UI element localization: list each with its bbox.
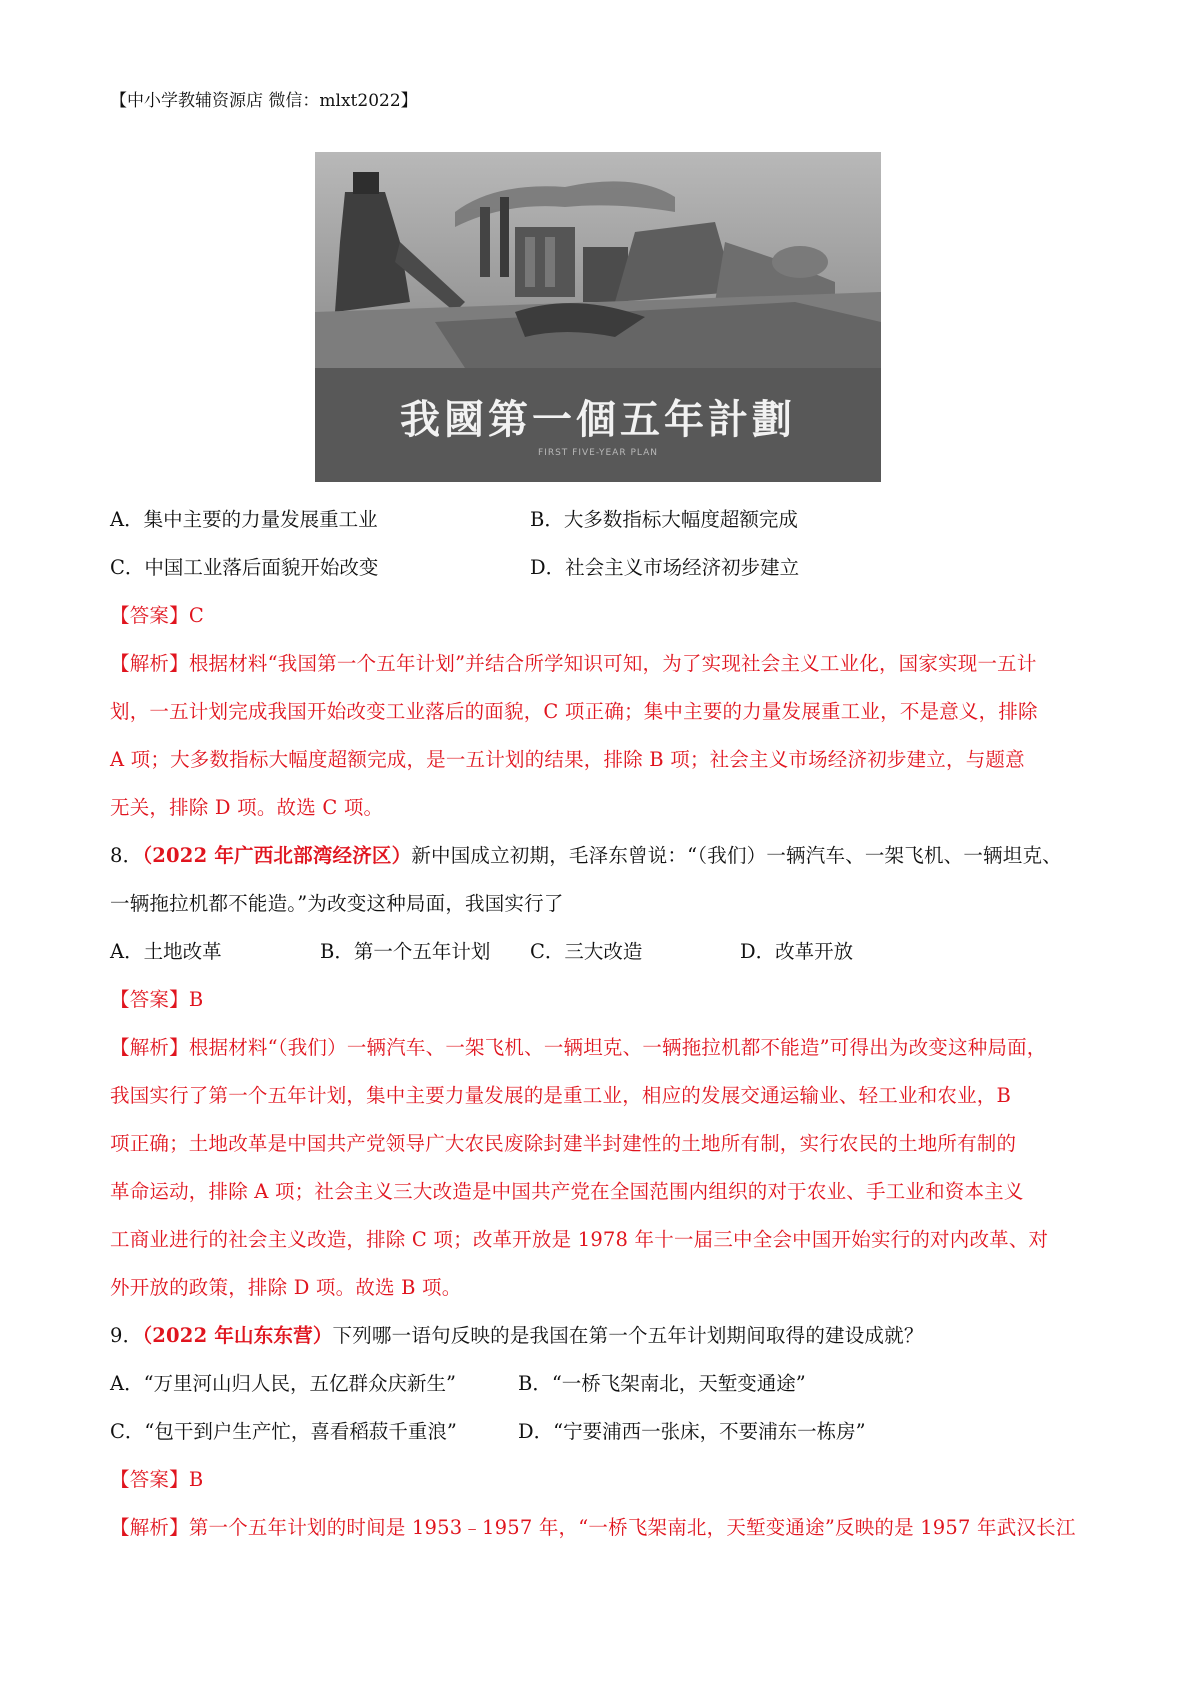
q8-analysis-line-3: 项正确；土地改革是中国共产党领导广大农民废除封建半封建性的土地所有制，实行农民的土地所有制的 [110, 1132, 1017, 1155]
q7-analysis-text-1: 根据材料“我国第一个五年计划”并结合所学知识可知，为了实现社会主义工业化，国家实现一五计 [188, 652, 1037, 675]
q8-option-d: D．改革开放 [740, 940, 854, 963]
q7-option-a: A．集中主要的力量发展重工业 [110, 508, 378, 531]
q8-analysis-line-1 [110, 1032, 1047, 1060]
q7-answer-label: 【答案】 [110, 604, 189, 627]
q8-analysis-line-6: 外开放的政策，排除 D 项。故选 B 项。 [110, 1276, 462, 1299]
q7-analysis-line-1 [110, 648, 1037, 676]
q7-answer [110, 600, 204, 628]
q9-option-b: B．“一桥飞架南北，天堑变通途” [518, 1372, 806, 1395]
q9-analysis-text-1: 第一个五年计划的时间是 1953﹣1957 年，“一桥飞架南北，天堑变通途”反映的是 1957 年武汉长江 [188, 1516, 1076, 1539]
q8-analysis-text-1: 根据材料“（我们）一辆汽车、一架飞机、一辆坦克、一辆拖拉机都不能造”可得出为改变这种局面， [188, 1036, 1047, 1059]
q9-option-a: A．“万里河山归人民，五亿群众庆新生” [110, 1372, 457, 1395]
five-year-plan-poster-image [315, 152, 881, 482]
q9-option-c: C．“包干到户生产忙，喜看稻菽千重浪” [110, 1420, 457, 1443]
q8-answer [110, 984, 203, 1012]
q7-analysis-line-3: A 项；大多数指标大幅度超额完成，是一五计划的结果，排除 B 项；社会主义市场经济初步建立，与题意 [110, 748, 1025, 771]
q8-analysis-label: 【解析】 [110, 1036, 189, 1059]
q8-stem-line-1 [110, 840, 1062, 868]
q8-stem-line-2: 一辆拖拉机都不能造。”为改变这种局面，我国实行了 [110, 892, 564, 915]
q8-analysis-line-5: 工商业进行的社会主义改造，排除 C 项；改革开放是 1978 年十一届三中全会中国开始实行的对内改革、对 [110, 1228, 1049, 1251]
q9-analysis-label: 【解析】 [110, 1516, 189, 1539]
q8-analysis-line-2: 我国实行了第一个五年计划，集中主要力量发展的是重工业，相应的发展交通运输业、轻工业和农业，B [110, 1084, 1012, 1107]
q7-analysis-line-4: 无关，排除 D 项。故选 C 项。 [110, 796, 384, 819]
q8-number: 8． [110, 844, 143, 867]
store-header: 【中小学教辅资源店 微信：mlxt2022】 [110, 91, 418, 111]
q7-option-c: C．中国工业落后面貌开始改变 [110, 556, 379, 579]
q8-stem-text-1: 新中国成立初期，毛泽东曾说：“（我们）一辆汽车、一架飞机、一辆坦克、 [411, 844, 1062, 867]
q8-option-c: C．三大改造 [530, 940, 643, 963]
q9-answer-value: B [188, 1468, 204, 1491]
q7-analysis-line-2: 划，一五计划完成我国开始改变工业落后的面貌，C 项正确；集中主要的力量发展重工业，不是意义，排除 [110, 700, 1038, 723]
q7-option-d: D．社会主义市场经济初步建立 [530, 556, 800, 579]
q8-option-a: A．土地改革 [110, 940, 222, 963]
q9-stem-line [110, 1320, 924, 1348]
industrial-scene-illustration [315, 152, 881, 368]
q9-option-d: D．“宁要浦西一张床，不要浦东一栋房” [518, 1420, 866, 1443]
q7-option-b: B．大多数指标大幅度超额完成 [530, 508, 798, 531]
q7-answer-value: C [188, 604, 204, 627]
q9-answer-label: 【答案】 [110, 1468, 189, 1491]
q8-source: （2022 年广西北部湾经济区） [142, 844, 412, 867]
q9-stem-text: 下列哪一语句反映的是我国在第一个五年计划期间取得的建设成就？ [332, 1324, 924, 1347]
q8-option-b: B．第一个五年计划 [320, 940, 491, 963]
q9-number: 9． [110, 1324, 143, 1347]
q9-source: （2022 年山东东营） [142, 1324, 333, 1347]
q7-analysis-label: 【解析】 [110, 652, 189, 675]
q9-answer [110, 1464, 203, 1492]
poster-title: 我國第一個五年計劃 [400, 397, 796, 443]
q8-analysis-line-4: 革命运动，排除 A 项；社会主义三大改造是中国共产党在全国范围内组织的对于农业、手工业和资本主义 [110, 1180, 1024, 1203]
q8-answer-value: B [188, 988, 204, 1011]
q9-analysis-line-1 [110, 1512, 1076, 1540]
poster-subtitle: FIRST FIVE-YEAR PLAN [537, 448, 658, 458]
q8-answer-label: 【答案】 [110, 988, 189, 1011]
